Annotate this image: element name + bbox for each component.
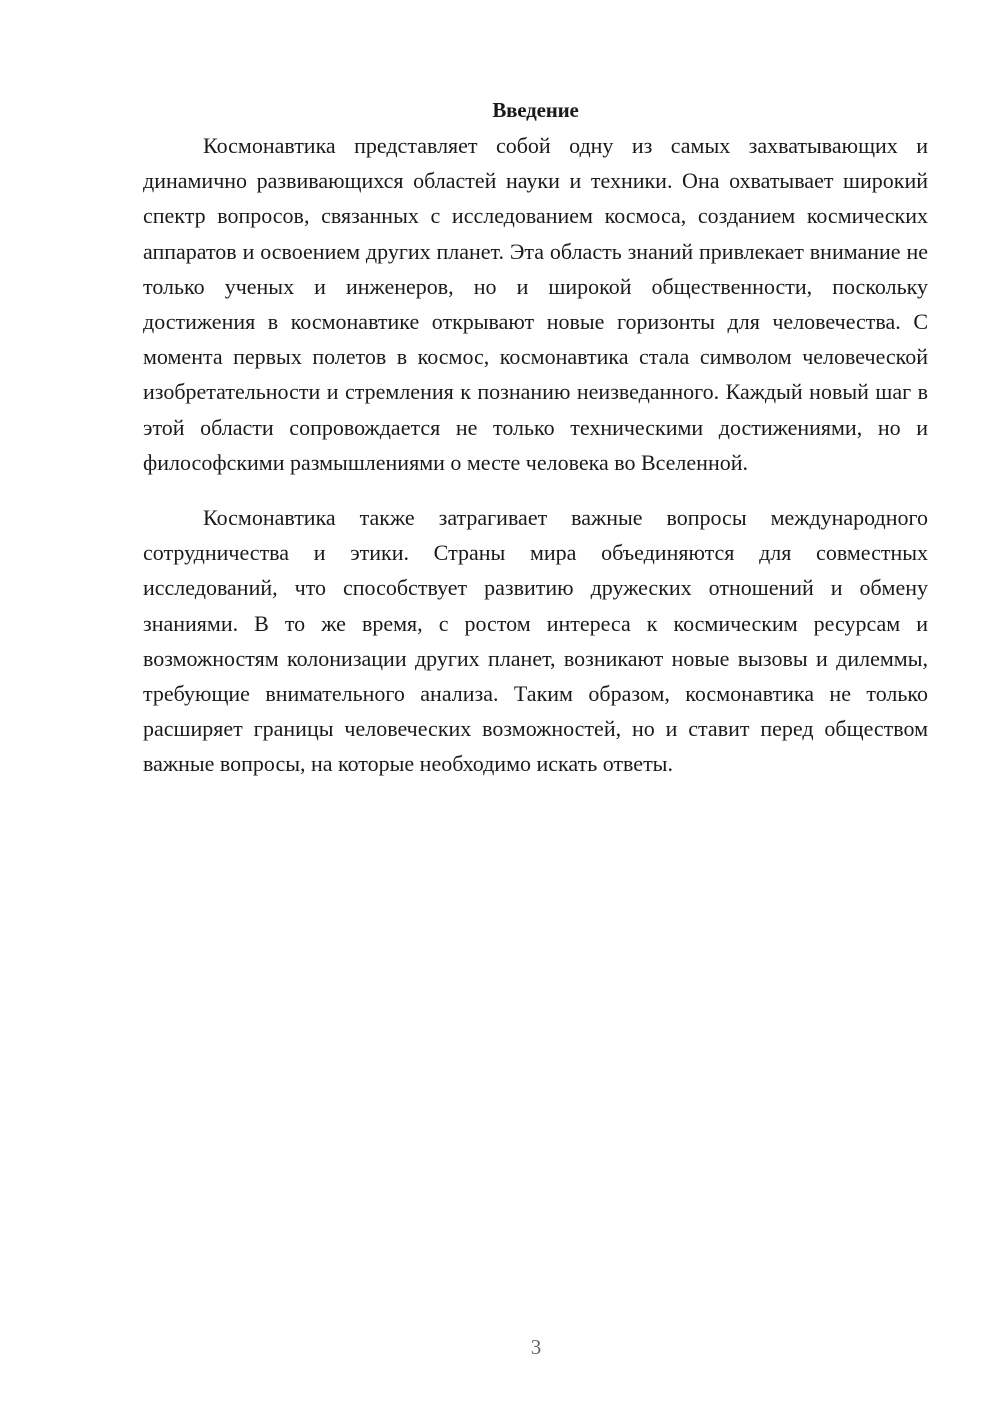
paragraph-2: Космонавтика также затрагивает важные вопросы международного сотрудничества и этики. Страны мира объединяются для совместных исследований, что способствует развитию дружеских отношений и обмену знаниями. В то же время, с ростом интереса к космическим ресурсам и возможностям колонизации других планет, возникают новые вызовы и дилеммы, требующие внимательного анализа. Таким образом, космонавтика не только расширяет границы человеческих возможностей, но и ставит перед обществом важные вопросы, на которые необходимо искать ответы. xyxy=(143,505,928,777)
page-content xyxy=(143,93,928,782)
section-title: Введение xyxy=(492,98,579,122)
paragraph-1: Космонавтика представляет собой одну из самых захватывающих и динамично развивающихся областей науки и техники. Она охватывает широкий спектр вопросов, связанных с исследованием космоса, созданием космических аппаратов и освоением других планет. Эта область знаний привлекает внимание не только ученых и инженеров, но и широкой общественности, поскольку достижения в космонавтике открывают новые горизонты для человечества. С момента первых полетов в космос, космонавтика стала символом человеческой изобретательности и стремления к познанию неизведанного. Каждый новый шаг в этой области сопровождается не только техническими достижениями, но и философскими размышлениями о месте человека во Вселенной. xyxy=(143,133,928,475)
page-number: 3 xyxy=(530,1335,542,1359)
